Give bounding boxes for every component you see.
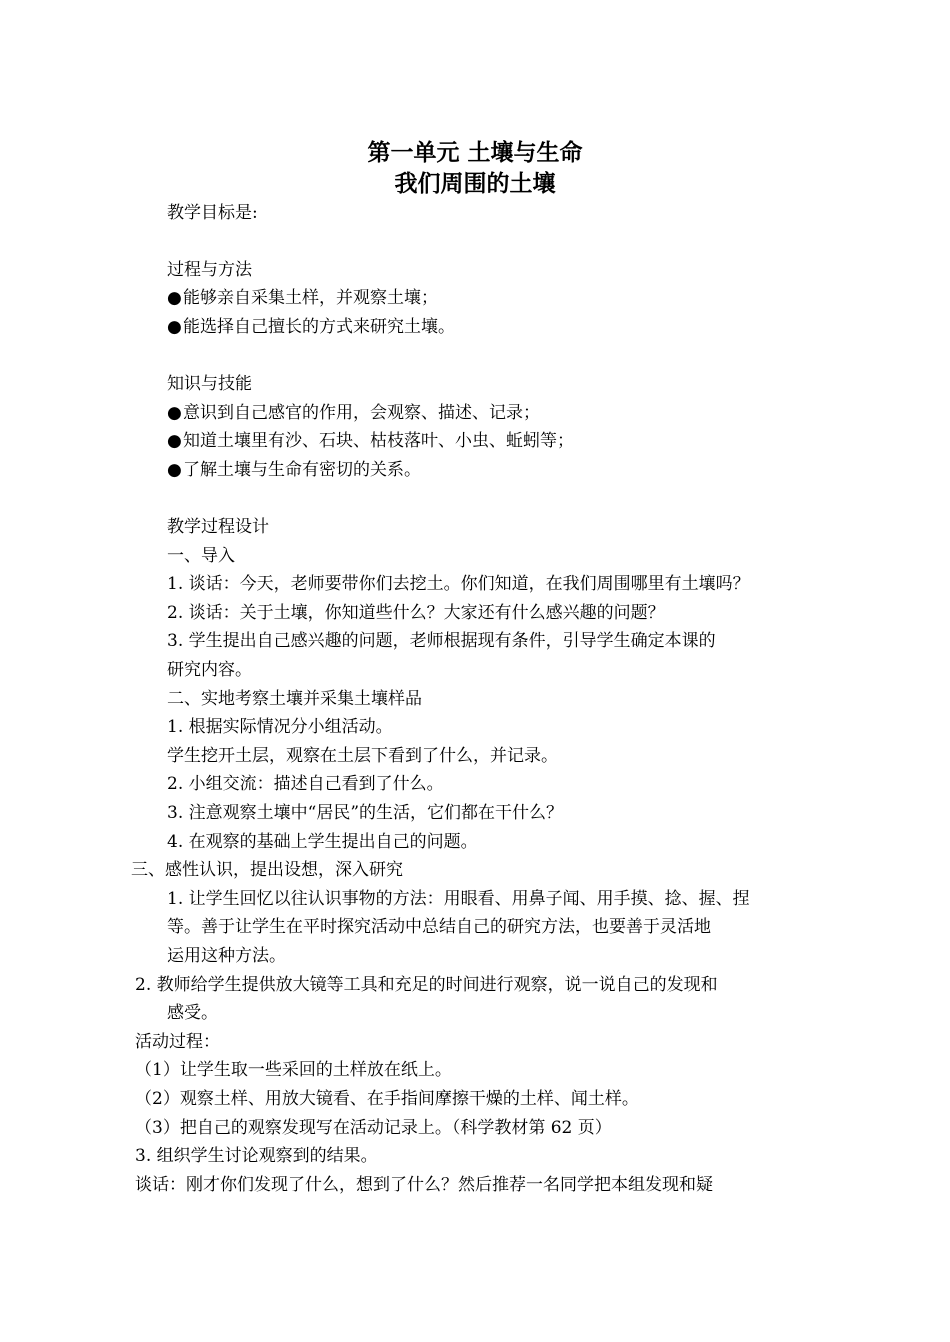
list-item-text: 意识到自己感官的作用，会观察、描述、记录； xyxy=(183,403,540,423)
knowledge-skill-heading: 知识与技能 xyxy=(167,374,252,394)
paragraph: 1. 让学生回忆以往认识事物的方法：用眼看、用鼻子闻、用手摸、捻、握、捏 xyxy=(167,889,750,909)
design-heading: 教学过程设计 xyxy=(167,517,269,537)
process-method-heading: 过程与方法 xyxy=(167,260,252,280)
paragraph: 研究内容。 xyxy=(167,660,252,680)
bullet-icon: ● xyxy=(167,403,182,423)
paragraph: 学生挖开土层，观察在土层下看到了什么，并记录。 xyxy=(167,746,558,766)
paragraph: 3. 组织学生讨论观察到的结果。 xyxy=(135,1146,378,1166)
list-item-text: 了解土壤与生命有密切的关系。 xyxy=(183,460,421,480)
activity-step: （3）把自己的观察发现写在活动记录上。（科学教材第 62 页） xyxy=(135,1118,612,1138)
paragraph: 等。善于让学生在平时探究活动中总结自己的研究方法，也要善于灵活地 xyxy=(167,917,711,937)
paragraph: 3. 注意观察土壤中“居民”的生活，它们都在干什么？ xyxy=(167,803,564,823)
paragraph: 感受。 xyxy=(167,1003,218,1023)
paragraph: 2. 小组交流：描述自己看到了什么。 xyxy=(167,774,444,794)
activity-step: （1）让学生取一些采回的土样放在纸上。 xyxy=(135,1060,452,1080)
activity-heading: 活动过程： xyxy=(135,1032,220,1052)
list-item xyxy=(167,427,574,455)
section-heading: 一、导入 xyxy=(167,546,235,566)
section-heading: 三、感性认识，提出设想，深入研究 xyxy=(131,860,403,880)
paragraph: 2. 谈话：关于土壤，你知道些什么？大家还有什么感兴趣的问题？ xyxy=(167,603,665,623)
lesson-title: 我们周围的土壤 xyxy=(394,171,556,197)
activity-step: （2）观察土样、用放大镜看、在手指间摩擦干燥的土样、闻土样。 xyxy=(135,1089,639,1109)
section-heading: 二、实地考察土壤并采集土壤样品 xyxy=(167,689,422,709)
bullet-icon: ● xyxy=(167,431,182,451)
goals-heading: 教学目标是: xyxy=(167,203,258,223)
paragraph: 1. 谈话：今天，老师要带你们去挖土。你们知道，在我们周围哪里有土壤吗？ xyxy=(167,574,750,594)
paragraph: 4. 在观察的基础上学生提出自己的问题。 xyxy=(167,832,478,852)
list-item-text: 能选择自己擅长的方式来研究土壤。 xyxy=(183,317,455,337)
paragraph: 运用这种方法。 xyxy=(167,946,286,966)
list-item xyxy=(167,399,540,427)
list-item xyxy=(167,284,438,312)
paragraph: 3. 学生提出自己感兴趣的问题，老师根据现有条件，引导学生确定本课的 xyxy=(167,631,716,651)
unit-title: 第一单元 土壤与生命 xyxy=(367,140,583,166)
list-item-text: 能够亲自采集土样，并观察土壤； xyxy=(183,288,438,308)
bullet-icon: ● xyxy=(167,288,182,308)
paragraph: 1. 根据实际情况分小组活动。 xyxy=(167,717,393,737)
paragraph: 谈话：刚才你们发现了什么，想到了什么？然后推荐一名同学把本组发现和疑 xyxy=(135,1175,713,1195)
paragraph: 2. 教师给学生提供放大镜等工具和充足的时间进行观察，说一说自己的发现和 xyxy=(135,975,718,995)
list-item xyxy=(167,313,455,341)
list-item xyxy=(167,456,421,484)
list-item-text: 知道土壤里有沙、石块、枯枝落叶、小虫、蚯蚓等； xyxy=(183,431,574,451)
bullet-icon: ● xyxy=(167,317,182,337)
bullet-icon: ● xyxy=(167,460,182,480)
